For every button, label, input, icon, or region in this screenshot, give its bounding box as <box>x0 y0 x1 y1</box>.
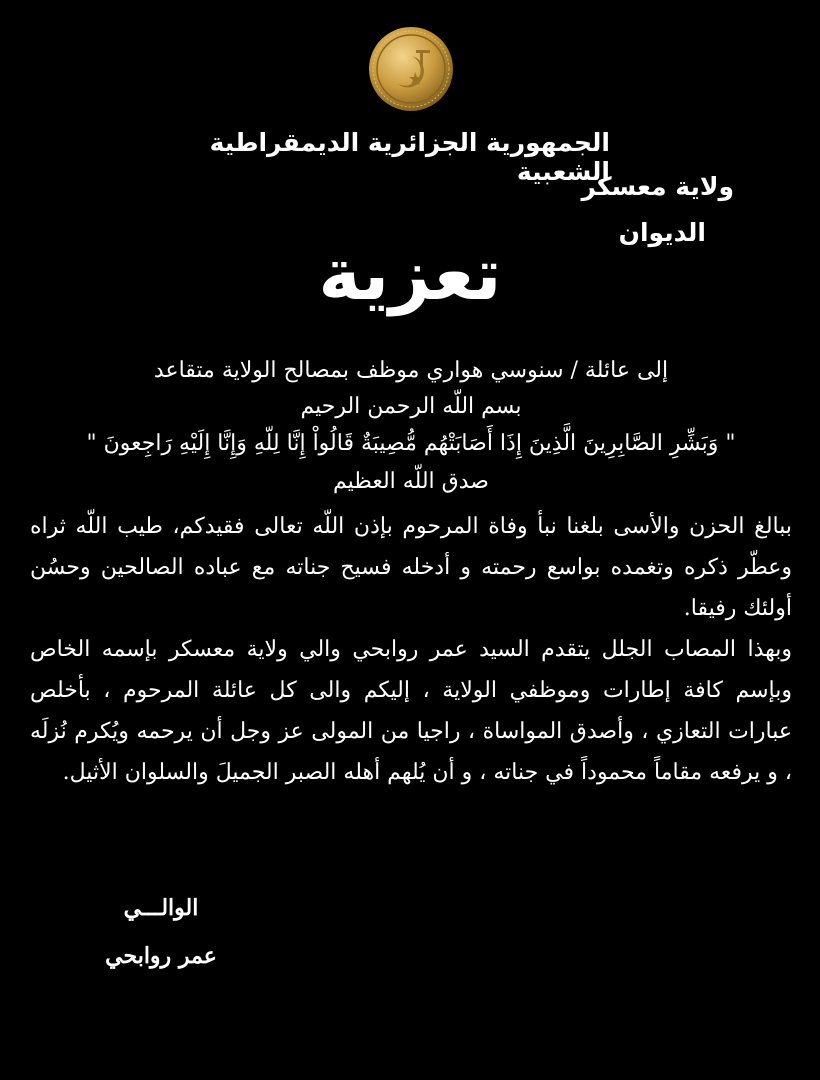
sadaq-line: صدق اللّه العظيم <box>333 469 489 494</box>
state-emblem-icon <box>368 26 454 112</box>
recipient-line: إلى عائلة / سنوسي هواري موظف بمصالح الولاية متقاعد <box>153 358 669 383</box>
signature-role: الوالـــي <box>123 895 199 921</box>
quran-verse: " وَبَشِّرِ الصَّابِرِينَ الَّذِينَ إِذَا أَصَابَتْهُم مُّصِيبَةٌ قَالُواْ إِنَّا لِلّهِ وَإِنَّا إِلَيْهِ رَاجِعونَ " <box>86 431 736 456</box>
office-name: الديوان <box>618 218 706 247</box>
country-name: الجمهورية الجزائرية الديمقراطية الشعبية <box>209 128 610 186</box>
message-body <box>30 352 792 793</box>
basmala-line: بسم اللّه الرحمن الرحيم <box>300 394 522 419</box>
page-title: تعزية <box>318 232 502 316</box>
wilaya-name: ولاية معسكر <box>581 172 734 201</box>
paragraph-wali-message: وبهذا المصاب الجلل يتقدم السيد عمر روابحي والي ولاية معسكر بإسمه الخاص وبإسم كافة إطارات وموظفي الولاية ، إليكم والى كل عائلة المرحوم ، بأخلص عبارات التعازي ، وأصدق المواساة ، راجيا من المولى عز وجل أن يرحمه ويُكرم نُزلَه ، و يرفعه مقاماً محموداً في جناته ، و أن يُلهم أهله الصبر الجميلَ والسلوان الأثيل. <box>30 637 792 785</box>
paragraph-condolence: ببالغ الحزن والأسى بلغنا نبأ وفاة المرحوم بإذن اللّه تعالى فقيدكم، طيب اللّه ثراه وعطّر ذكره وتغمده بواسع رحمته و أدخله فسيح جناته مع عباده الصالحين وحسُن أولئك رفيقا. <box>30 514 792 621</box>
signature-name: عمر روابحي <box>105 943 217 969</box>
signature-block <box>76 884 246 980</box>
